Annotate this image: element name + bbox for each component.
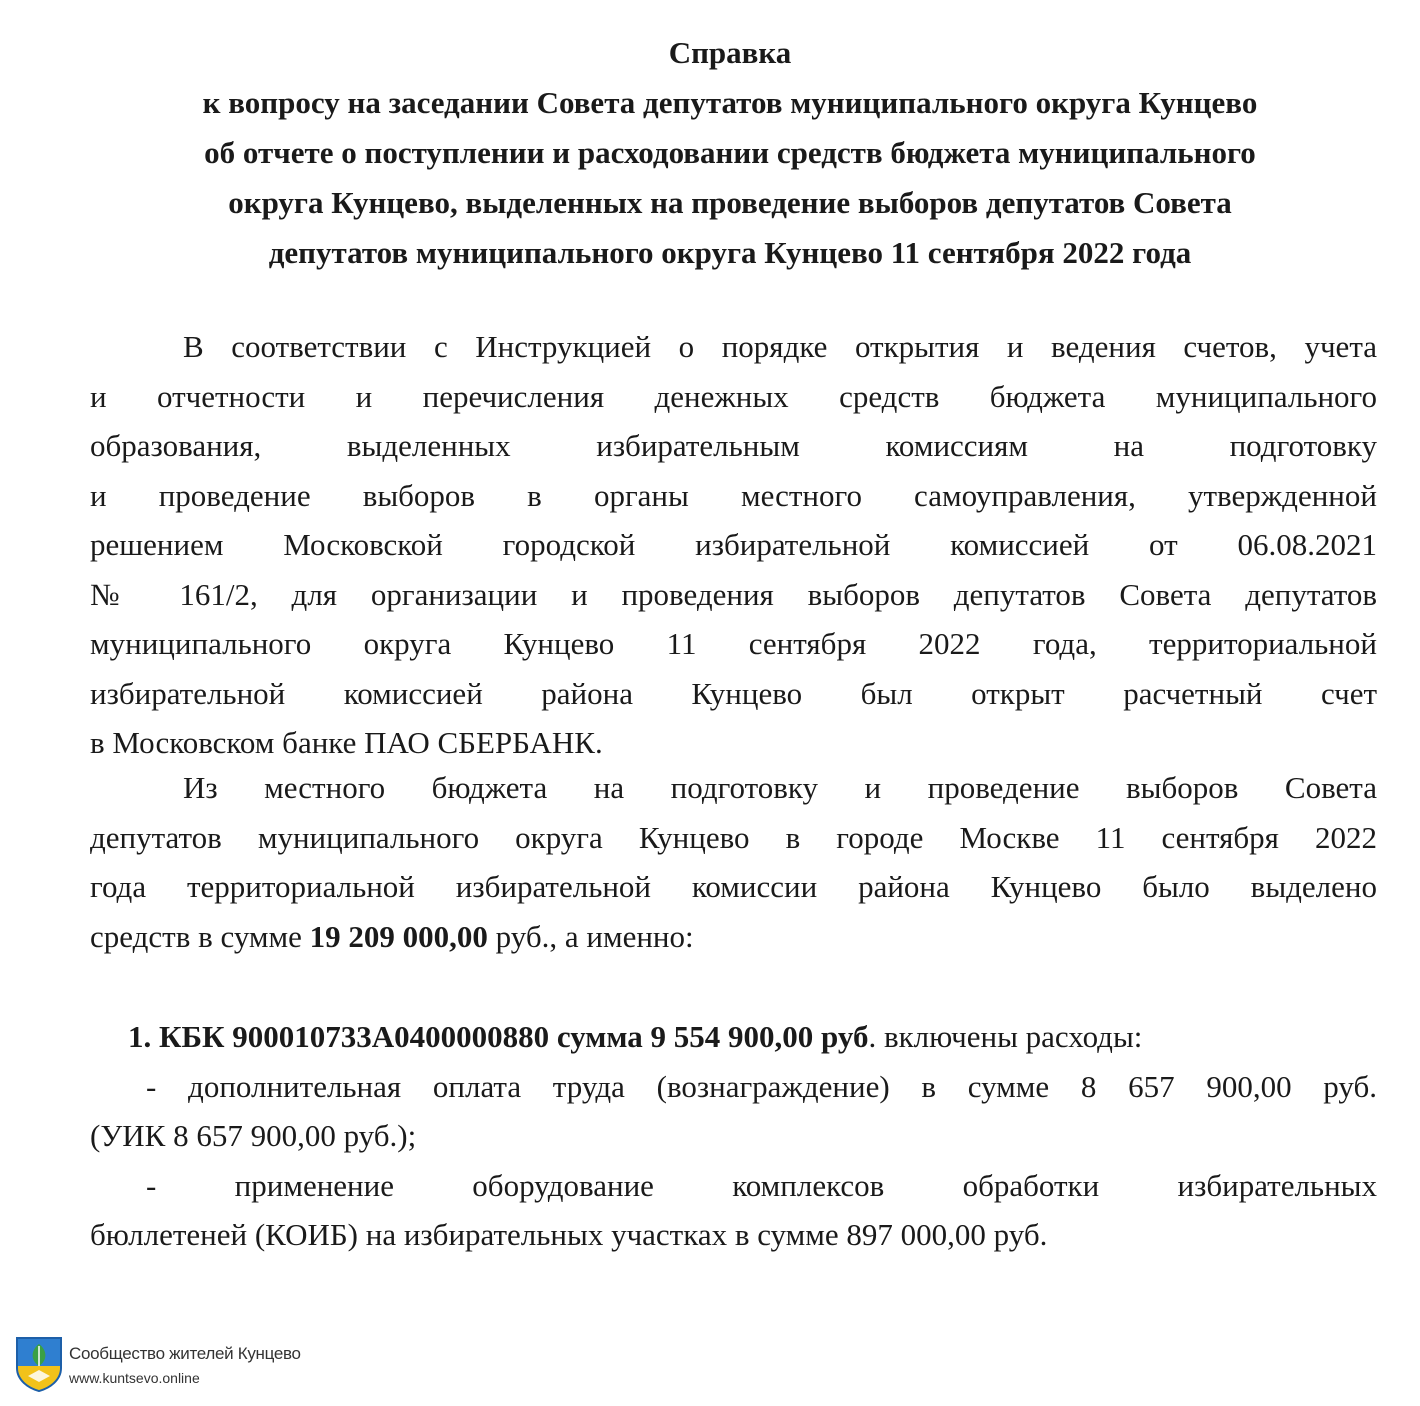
paragraph-line: решением Московской городской избирательной комиссией от 06.08.2021 [90,527,1377,562]
paragraph-line: Из местного бюджета на подготовку и проведение выборов Совета [183,770,1377,805]
item-line: (УИК 8 657 900,00 руб.); [90,1118,417,1153]
amount-suffix: руб., а именно: [487,918,694,954]
item-kbk-1 [90,1012,1377,1260]
item-line: - дополнительная оплата труда (вознаграждение) в сумме 8 657 900,00 руб. [146,1068,1377,1104]
item-heading [90,1012,1377,1062]
kuntsevo-emblem-icon [14,1336,64,1392]
header-line: к вопросу на заседании Совета депутатов муниципального округа Кунцево [202,85,1258,120]
watermark [14,1336,314,1396]
paragraph-line: и отчетности и перечисления денежных средств бюджета муниципального [90,378,1377,414]
paragraph-line: № 161/2, для организации и проведения выборов депутатов Совета депутатов [90,576,1377,612]
watermark-url: www.kuntsevo.online [69,1370,200,1386]
header-title: Справка [668,35,792,70]
paragraph-line: избирательной комиссией района Кунцево был открыт расчетный счет [90,675,1377,711]
header-line: депутатов муниципального округа Кунцево 11 сентября 2022 года [268,235,1192,270]
item-line: - применение оборудование комплексов обработки избирательных [146,1167,1377,1203]
amount-prefix: средств в сумме [90,918,310,954]
paragraph-line: года территориальной избирательной комиссии района Кунцево было выделено [90,869,1377,904]
paragraph-budget-allocation [90,763,1377,961]
total-amount: 19 209 000,00 [309,918,488,954]
document-header [80,28,1380,278]
item-heading-rest: . включены расходы: [868,1019,1143,1054]
header-line: округа Кунцево, выделенных на проведение выборов депутатов Совета [228,185,1232,220]
watermark-title: Сообщество жителей Кунцево [69,1344,301,1363]
paragraph-line: муниципального округа Кунцево 11 сентября 2022 года, территориальной [90,626,1377,661]
paragraph-line: образования, выделенных избирательным комиссиям на подготовку [90,428,1377,463]
paragraph-line [90,912,1377,962]
paragraph-line: депутатов муниципального округа Кунцево в городе Москве 11 сентября 2022 [90,819,1377,855]
item-line: бюллетеней (КОИБ) на избирательных участках в сумме 897 000,00 руб. [90,1217,1048,1252]
item-heading-bold: 1. КБК 900010733А0400000880 сумма 9 554 900,00 руб [128,1019,869,1054]
paragraph-line: в Московском банке ПАО СБЕРБАНК. [90,725,603,760]
paragraph-account-opening [90,322,1377,768]
paragraph-line: и проведение выборов в органы местного самоуправления, утвержденной [90,477,1377,513]
paragraph-line: В соответствии с Инструкцией о порядке открытия и ведения счетов, учета [183,329,1377,364]
header-line: об отчете о поступлении и расходовании средств бюджета муниципального [204,135,1256,170]
